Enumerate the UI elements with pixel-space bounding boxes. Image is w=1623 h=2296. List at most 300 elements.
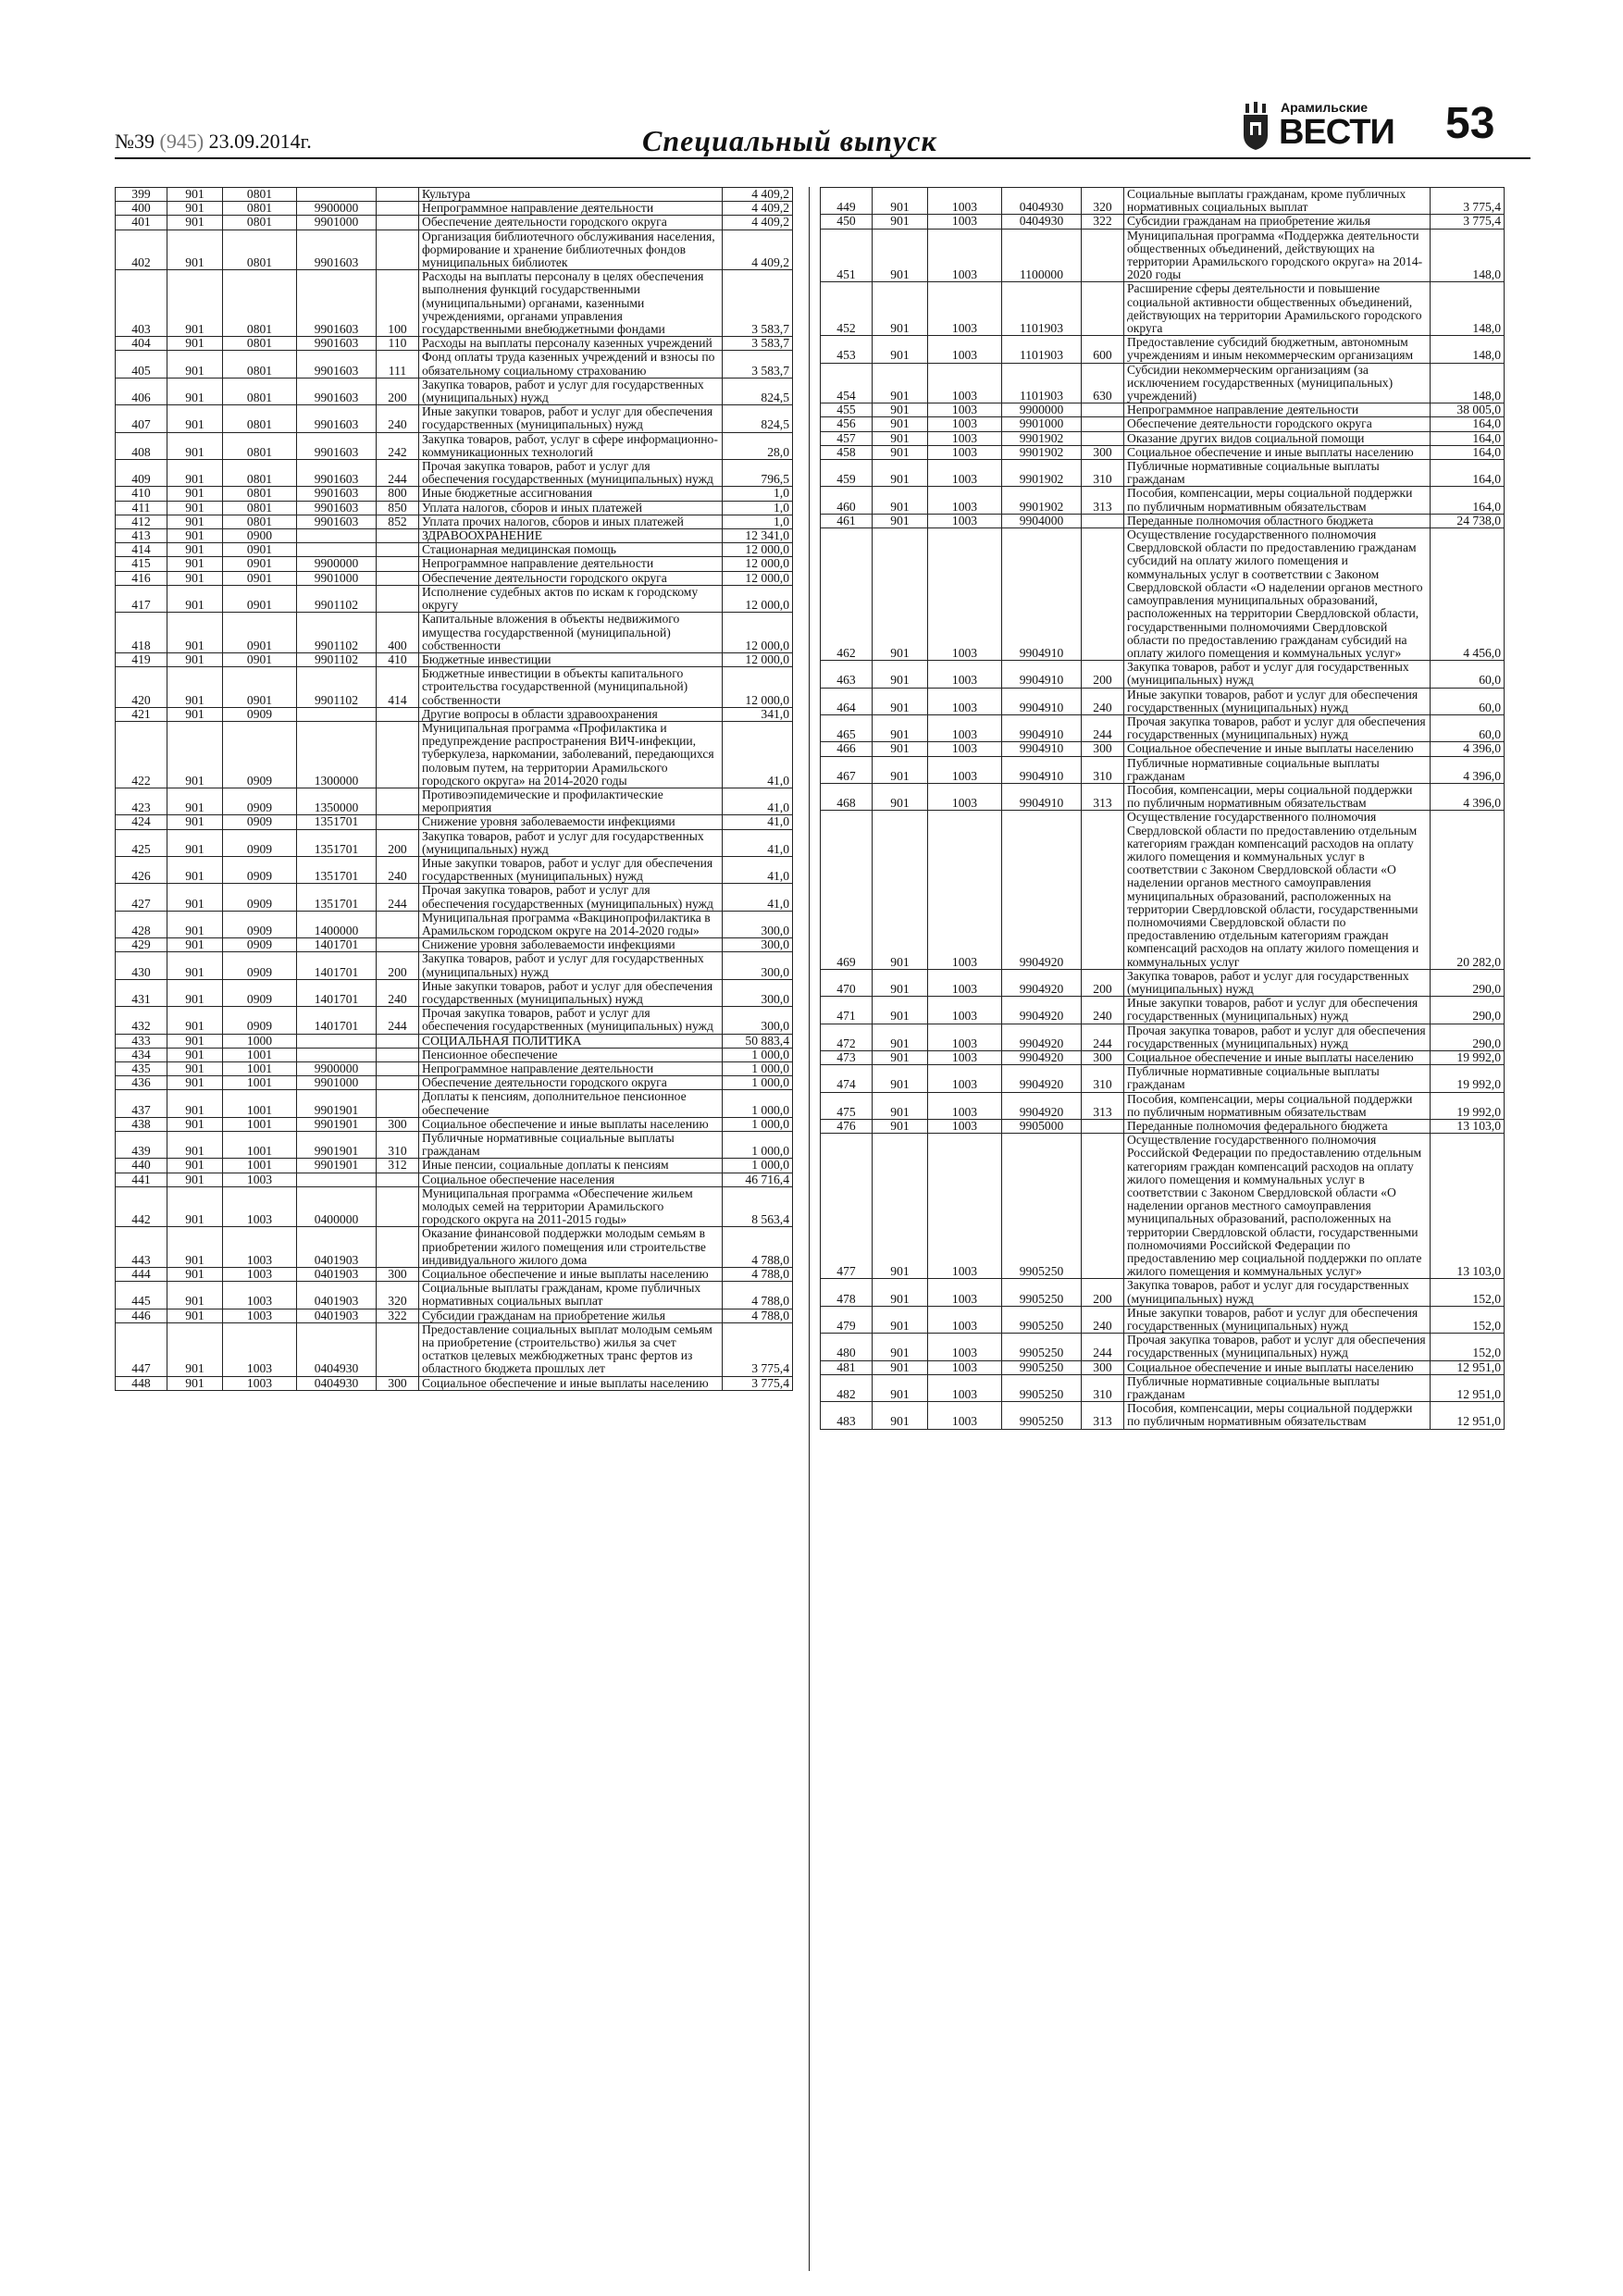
item-name: Пособия, компенсации, меры социальной поддержки по публичным нормативным обязательствам [1124,1402,1431,1429]
row-number: 441 [116,1173,167,1186]
ministry-code: 901 [873,215,928,229]
item-name: Субсидии гражданам на приобретение жилья [1124,215,1431,229]
ministry-code: 901 [167,460,223,487]
amount: 148,0 [1431,229,1505,282]
ministry-code: 901 [167,487,223,501]
table-row [116,351,793,378]
ministry-code: 901 [873,363,928,403]
target-article-code: 9904910 [1002,714,1082,741]
amount: 4 409,2 [723,188,793,202]
item-name: Субсидии гражданам на приобретение жилья [419,1309,723,1322]
amount: 28,0 [723,432,793,459]
section-code: 1003 [928,1092,1002,1119]
target-article-code: 9905250 [1002,1306,1082,1333]
ministry-code: 901 [167,1376,223,1390]
row-number: 471 [821,997,873,1024]
amount: 164,0 [1431,431,1505,445]
target-article-code: 9900000 [1002,403,1082,417]
ministry-code: 901 [873,282,928,336]
row-number: 419 [116,652,167,666]
expense-type-code [377,721,419,788]
table-row [821,688,1505,714]
item-name: Пенсионное обеспечение [419,1048,723,1061]
amount: 164,0 [1431,445,1505,459]
amount: 41,0 [723,788,793,814]
section-code: 1003 [928,1120,1002,1134]
item-name: Стационарная медицинская помощь [419,543,723,557]
expense-type-code: 320 [1082,188,1124,215]
amount: 148,0 [1431,282,1505,336]
item-name: Предоставление социальных выплат молодым семьям на приобретение (строительство) жилья за счет остатков целевых межбюджетных транс фертов из областного бюджета прошлых лет [419,1322,723,1376]
target-article-code: 1100000 [1002,229,1082,282]
amount: 1,0 [723,487,793,501]
amount: 3 775,4 [1431,188,1505,215]
item-name: Переданные полномочия областного бюджета [1124,514,1431,527]
expense-type-code: 310 [1082,1065,1124,1092]
section-code: 0801 [223,216,297,230]
amount: 12 000,0 [723,613,793,653]
ministry-code: 901 [167,1007,223,1034]
ministry-code: 901 [167,230,223,270]
expense-type-code [377,788,419,814]
section-code: 1003 [928,445,1002,459]
expense-type-code: 313 [1082,487,1124,514]
expense-type-code: 850 [377,501,419,515]
table-row [116,1322,793,1376]
expense-type-code: 100 [377,270,419,337]
amount: 12 000,0 [723,543,793,557]
section-code: 0801 [223,487,297,501]
expense-type-code: 240 [1082,997,1124,1024]
ministry-code: 901 [167,1322,223,1376]
amount: 1 000,0 [723,1048,793,1061]
section-code: 1003 [928,661,1002,688]
target-article-code: 9901000 [297,571,377,585]
row-number: 466 [821,742,873,756]
section-code: 1003 [223,1227,297,1268]
ministry-code: 901 [167,1132,223,1159]
expense-type-code [1082,431,1124,445]
table-row [116,337,793,351]
row-number: 424 [116,815,167,829]
target-article-code: 9901902 [1002,460,1082,487]
ministry-code: 901 [167,1062,223,1076]
row-number: 425 [116,829,167,856]
item-name: Непрограммное направление деятельности [419,202,723,216]
table-row [821,363,1505,403]
item-name: Пособия, компенсации, меры социальной поддержки по публичным нормативным обязательствам [1124,487,1431,514]
expense-type-code [377,1186,419,1227]
section-code: 1003 [928,417,1002,431]
row-number: 464 [821,688,873,714]
target-article-code: 9901603 [297,432,377,459]
ministry-code: 901 [167,856,223,883]
row-number: 447 [116,1322,167,1376]
section-code: 1003 [928,811,1002,969]
section-code: 1003 [928,756,1002,783]
amount: 3 775,4 [1431,215,1505,229]
target-article-code: 9905250 [1002,1334,1082,1360]
item-name: Иные закупки товаров, работ и услуг для обеспечения государственных (муниципальных) нужд [419,979,723,1006]
expense-type-code: 200 [377,829,419,856]
amount: 3 583,7 [723,270,793,337]
ministry-code: 901 [873,688,928,714]
section-code: 1001 [223,1159,297,1173]
amount: 20 282,0 [1431,811,1505,969]
section-code: 0909 [223,721,297,788]
target-article-code: 9904920 [1002,997,1082,1024]
target-article-code: 9901901 [297,1132,377,1159]
row-number: 479 [821,1306,873,1333]
section-code: 0801 [223,378,297,404]
row-number: 439 [116,1132,167,1159]
ministry-code: 901 [167,529,223,543]
ministry-code: 901 [167,911,223,937]
row-number: 459 [821,460,873,487]
item-name: Предоставление субсидий бюджетным, автономным учреждениям и иным некоммерческим организациям [1124,336,1431,363]
target-article-code: 1351701 [297,856,377,883]
expense-type-code [377,938,419,952]
item-name: Организация библиотечного обслуживания населения, формирование и хранение библиотечных фондов муниципальных библиотек [419,230,723,270]
table-row [821,1374,1505,1401]
expense-type-code: 852 [377,515,419,528]
table-row [821,1334,1505,1360]
table-row [116,202,793,216]
item-name: Оказание других видов социальной помощи [1124,431,1431,445]
row-number: 469 [821,811,873,969]
section-code: 1003 [928,528,1002,661]
row-number: 452 [821,282,873,336]
ministry-code: 901 [873,188,928,215]
row-number: 427 [116,884,167,911]
section-code: 1001 [223,1048,297,1061]
item-name: Непрограммное направление деятельности [419,557,723,571]
target-article-code: 1351701 [297,884,377,911]
ministry-code: 901 [873,1051,928,1065]
issue-info [115,130,312,154]
table-row [116,938,793,952]
item-name: Иные закупки товаров, работ и услуг для обеспечения государственных (муниципальных) нужд [419,856,723,883]
section-code: 1003 [928,688,1002,714]
table-row [116,405,793,432]
amount: 41,0 [723,721,793,788]
target-article-code [297,1173,377,1186]
expense-type-code [1082,229,1124,282]
section-code: 1003 [928,403,1002,417]
expense-type-code: 300 [1082,1051,1124,1065]
row-number: 404 [116,337,167,351]
amount: 12 000,0 [723,585,793,612]
target-article-code: 9901000 [297,1076,377,1090]
row-number: 475 [821,1092,873,1119]
ministry-code: 901 [167,979,223,1006]
expense-type-code: 313 [1082,1402,1124,1429]
table-row [116,979,793,1006]
section-code: 0801 [223,351,297,378]
table-row [116,501,793,515]
item-name: Переданные полномочия федерального бюджета [1124,1120,1431,1134]
row-number: 462 [821,528,873,661]
item-name: Иные закупки товаров, работ и услуг для обеспечения государственных (муниципальных) нужд [1124,1306,1431,1333]
row-number: 448 [116,1376,167,1390]
ministry-code: 901 [873,1374,928,1401]
item-name: Иные закупки товаров, работ и услуг для обеспечения государственных (муниципальных) нужд [419,405,723,432]
target-article-code: 9900000 [297,1062,377,1076]
row-number: 442 [116,1186,167,1227]
item-name: Уплата прочих налогов, сборов и иных платежей [419,515,723,528]
amount: 4 409,2 [723,230,793,270]
section-code: 1003 [928,1024,1002,1050]
item-name: Социальное обеспечение и иные выплаты населению [419,1268,723,1282]
item-name: Закупка товаров, работ и услуг для государственных (муниципальных) нужд [1124,969,1431,996]
expense-type-code: 200 [377,378,419,404]
item-name: Снижение уровня заболеваемости инфекциями [419,815,723,829]
item-name: Закупка товаров, работ и услуг для государственных (муниципальных) нужд [419,378,723,404]
amount: 148,0 [1431,363,1505,403]
expense-type-code [377,557,419,571]
expense-type-code [1082,417,1124,431]
table-row [821,1051,1505,1065]
ministry-code: 901 [167,585,223,612]
ministry-code: 901 [873,1279,928,1306]
row-number: 432 [116,1007,167,1034]
section-code: 1003 [223,1173,297,1186]
ministry-code: 901 [167,202,223,216]
row-number: 417 [116,585,167,612]
expense-type-code [377,1034,419,1048]
target-article-code: 0404930 [1002,188,1082,215]
item-name: СОЦИАЛЬНАЯ ПОЛИТИКА [419,1034,723,1048]
expense-type-code [1082,1134,1124,1279]
ministry-code: 901 [873,756,928,783]
table-row [821,1402,1505,1429]
ministry-code: 901 [167,501,223,515]
table-row [116,585,793,612]
target-article-code: 9901901 [297,1090,377,1117]
ministry-code: 901 [873,997,928,1024]
amount: 1,0 [723,515,793,528]
item-name: Закупка товаров, работ и услуг для государственных (муниципальных) нужд [419,829,723,856]
row-number: 451 [821,229,873,282]
row-number: 481 [821,1360,873,1374]
amount: 12 000,0 [723,557,793,571]
ministry-code: 901 [167,405,223,432]
item-name: Закупка товаров, работ и услуг для государственных (муниципальных) нужд [419,952,723,979]
amount: 12 000,0 [723,571,793,585]
item-name: Социальное обеспечение населения [419,1173,723,1186]
issue-date: 23.09.2014г. [208,130,312,153]
ministry-code: 901 [873,487,928,514]
row-number: 457 [821,431,873,445]
table-row [116,884,793,911]
ministry-code: 901 [167,1159,223,1173]
amount: 152,0 [1431,1306,1505,1333]
table-row [821,969,1505,996]
table-row [116,487,793,501]
ministry-code: 901 [167,515,223,528]
amount: 3 775,4 [723,1322,793,1376]
expense-type-code [1082,514,1124,527]
row-number: 472 [821,1024,873,1050]
target-article-code: 9904910 [1002,528,1082,661]
table-row [821,811,1505,969]
row-number: 426 [116,856,167,883]
table-row [821,1024,1505,1050]
amount: 1 000,0 [723,1062,793,1076]
ministry-code: 901 [167,721,223,788]
ministry-code: 901 [873,661,928,688]
table-row [116,1282,793,1309]
target-article-code: 9904920 [1002,1065,1082,1092]
table-row [116,613,793,653]
target-article-code: 9901603 [297,515,377,528]
item-name: Прочая закупка товаров, работ и услуг для обеспечения государственных (муниципальных) нужд [419,460,723,487]
column-divider [809,187,810,2271]
item-name: Закупка товаров, работ, услуг в сфере информационно-коммуникационных технологий [419,432,723,459]
item-name: Доплаты к пенсиям, дополнительное пенсионное обеспечение [419,1090,723,1117]
section-code: 1003 [928,1360,1002,1374]
item-name: Иные закупки товаров, работ и услуг для обеспечения государственных (муниципальных) нужд [1124,688,1431,714]
expense-type-code: 410 [377,652,419,666]
target-article-code: 9900000 [297,557,377,571]
table-row [821,1360,1505,1374]
expense-type-code [377,911,419,937]
table-row [116,1048,793,1061]
expense-type-code: 630 [1082,363,1124,403]
expense-type-code: 244 [1082,714,1124,741]
row-number: 480 [821,1334,873,1360]
section-code: 1003 [928,1306,1002,1333]
expense-type-code: 310 [1082,460,1124,487]
section-code: 0801 [223,202,297,216]
item-name: Публичные нормативные социальные выплаты гражданам [1124,1065,1431,1092]
item-name: Расходы на выплаты персоналу в целях обеспечения выполнения функций государственными (муниципальными) органами, казенными учреждениями, органами управления государственными внебюджетными фондами [419,270,723,337]
target-article-code: 9901603 [297,501,377,515]
section-code: 0909 [223,979,297,1006]
target-article-code: 9901902 [1002,445,1082,459]
amount: 60,0 [1431,661,1505,688]
target-article-code: 9904920 [1002,969,1082,996]
expense-type-code: 310 [1082,1374,1124,1401]
section-code: 0909 [223,1007,297,1034]
amount: 46 716,4 [723,1173,793,1186]
target-article-code: 1351701 [297,829,377,856]
section-code: 0901 [223,585,297,612]
section-code: 1003 [928,514,1002,527]
row-number: 430 [116,952,167,979]
row-number: 399 [116,188,167,202]
expense-type-code [1082,282,1124,336]
row-number: 408 [116,432,167,459]
amount: 164,0 [1431,460,1505,487]
amount: 8 563,4 [723,1186,793,1227]
section-code: 0901 [223,557,297,571]
ministry-code: 901 [167,1048,223,1061]
section-code: 0900 [223,529,297,543]
row-number: 407 [116,405,167,432]
table-row [116,856,793,883]
target-article-code: 0401903 [297,1282,377,1309]
table-row [821,336,1505,363]
expense-type-code: 300 [377,1117,419,1131]
expense-type-code [1082,1120,1124,1134]
item-name: Муниципальная программа «Профилактика и предупреждение распространения ВИЧ-инфекции, туберкулеза, наркомании, заболеваний, передающихся половым путем, на территории Арамильского городского округа» на 2014-2020 годы [419,721,723,788]
amount: 13 103,0 [1431,1134,1505,1279]
table-row [821,756,1505,783]
section-code: 0801 [223,515,297,528]
amount: 290,0 [1431,997,1505,1024]
section-code: 0801 [223,270,297,337]
item-name: Иные закупки товаров, работ и услуг для обеспечения государственных (муниципальных) нужд [1124,997,1431,1024]
item-name: Обеспечение деятельности городского округа [419,571,723,585]
ministry-code: 901 [167,543,223,557]
row-number: 402 [116,230,167,270]
target-article-code: 9904910 [1002,756,1082,783]
expense-type-code: 312 [377,1159,419,1173]
item-name: Публичные нормативные социальные выплаты гражданам [1124,1374,1431,1401]
left-column [115,187,793,1391]
right-column [820,187,1505,1430]
item-name: Уплата налогов, сборов и иных платежей [419,501,723,515]
row-number: 478 [821,1279,873,1306]
section-title: Специальный выпуск [642,124,937,157]
amount: 164,0 [1431,417,1505,431]
ministry-code: 901 [873,528,928,661]
section-code: 1001 [223,1117,297,1131]
row-number: 428 [116,911,167,937]
target-article-code: 9901000 [297,216,377,230]
expense-type-code [377,1062,419,1076]
target-article-code: 9901902 [1002,487,1082,514]
ministry-code: 901 [167,829,223,856]
item-name: Снижение уровня заболеваемости инфекциями [419,938,723,952]
table-row [116,188,793,202]
table-row [116,1268,793,1282]
item-name: Прочая закупка товаров, работ и услуг для обеспечения государственных (муниципальных) нужд [1124,1024,1431,1050]
expense-type-code: 240 [1082,1306,1124,1333]
section-code: 0909 [223,911,297,937]
row-number: 449 [821,188,873,215]
expense-type-code: 244 [377,1007,419,1034]
ministry-code: 901 [873,1024,928,1050]
amount: 164,0 [1431,487,1505,514]
amount: 824,5 [723,405,793,432]
item-name: Пособия, компенсации, меры социальной поддержки по публичным нормативным обязательствам [1124,783,1431,810]
table-row [116,667,793,708]
row-number: 473 [821,1051,873,1065]
row-number: 416 [116,571,167,585]
expense-type-code [377,1173,419,1186]
item-name: Бюджетные инвестиции в объекты капитального строительства государственной (муниципальной) собственности [419,667,723,708]
amount: 4 396,0 [1431,783,1505,810]
amount: 1,0 [723,501,793,515]
amount: 300,0 [723,938,793,952]
item-name: Исполнение судебных актов по искам к городскому округу [419,585,723,612]
table-row [821,1120,1505,1134]
section-code: 0901 [223,667,297,708]
amount: 4 456,0 [1431,528,1505,661]
target-article-code: 9901000 [1002,417,1082,431]
table-row [116,1117,793,1131]
table-row [116,529,793,543]
amount: 41,0 [723,815,793,829]
section-code: 1003 [928,460,1002,487]
ministry-code: 901 [873,969,928,996]
ministry-code: 901 [167,188,223,202]
expense-type-code: 300 [377,1376,419,1390]
section-code: 0909 [223,788,297,814]
item-name: Закупка товаров, работ и услуг для государственных (муниципальных) нужд [1124,661,1431,688]
